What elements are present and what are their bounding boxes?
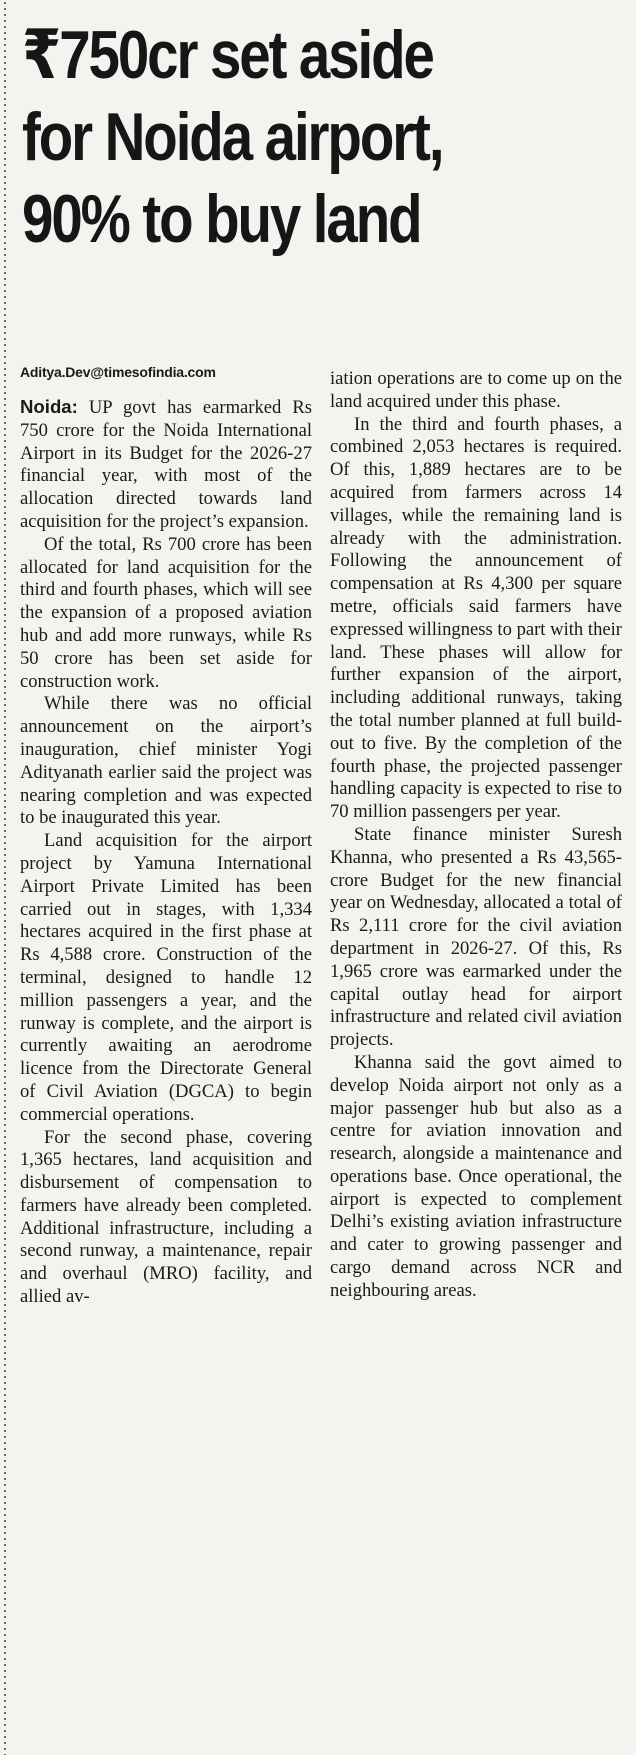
paragraph: For the second phase, covering 1,365 hectares, land acquisition and disbursement of compensation to farmers have already been completed. Additional infrastructure, including a second runway, a maintenance, repair and overhaul (MRO) facility, and allied av- xyxy=(20,1126,312,1308)
headline xyxy=(22,14,520,260)
paragraph: Land acquisition for the airport project by Yamuna International Airport Private Limited has been carried out in stages, with 1,334 hectares acquired in the first phase at Rs 4,588 crore. Construction of the terminal, designed to handle 12 million passengers a year, and the runway is complete, and the airport is currently awaiting an aerodrome licence from the Directorate General of Civil Aviation (DGCA) to begin commercial operations. xyxy=(20,830,312,1125)
paragraph: Of the total, Rs 700 crore has been allocated for land acquisition for the third and fourth phases, which will see the expansion of a proposed aviation hub and add more runways, while Rs 50 crore has been set aside for construction work. xyxy=(20,533,312,692)
paragraph: State finance minister Suresh Khanna, who presented a Rs 43,565-crore Budget for the new financial year on Wednesday, allocated a total of Rs 2,111 crore for the civil aviation department in 2026-27. Of this, Rs 1,965 crore was earmarked under the capital outlay head for airport infrastructure and related civil aviation projects. xyxy=(330,823,622,1051)
article-column-left xyxy=(20,362,312,1309)
paragraph: In the third and fourth phases, a combined 2,053 hectares is required. Of this, 1,889 hectares are to be acquired from farmers across 14 villages, while the remaining land is already with the administration. Following the announcement of compensation at Rs 4,300 per square metre, officials said farmers have expressed willingness to part with their land. These phases will allow for further expansion of the airport, including additional runways, taking the total number planned at full build-out to five. By the completion of the fourth phase, the projected passenger handling capacity is expected to rise to 70 million passengers per year. xyxy=(330,413,622,823)
paragraph: Khanna said the govt aimed to develop Noida airport not only as a major passenger hub but also as a centre for aviation innovation and research, alongside a maintenance and operations base. Once operational, the airport is expected to complement Delhi’s existing aviation infrastructure and cater to growing passenger and cargo demand across NCR and neighbouring areas. xyxy=(330,1051,622,1301)
lead-text: UP govt has earmarked Rs 750 crore for the Noida International Airport in its Budget for the 2026-27 financial year, with most of the allocation directed towards land acquisition for the project’s expansion. xyxy=(20,397,312,532)
article-column-right xyxy=(330,368,622,1303)
paragraph-lead xyxy=(20,396,312,534)
dotted-column-rule xyxy=(4,0,6,1755)
headline-line-1: ₹750cr set aside xyxy=(22,17,433,93)
headline-line-2: for Noida airport, xyxy=(22,99,443,175)
headline-line-3: 90% to buy land xyxy=(22,181,421,257)
paragraph: While there was no official announcement on the airport’s inauguration, chief minister Yogi Adityanath earlier said the project was nearing completion and was expected to be inaugurated this year. xyxy=(20,693,312,829)
dateline: Noida: xyxy=(20,396,78,417)
byline-email: Aditya.Dev@timesofindia.com xyxy=(20,364,216,380)
paragraph-continuation: iation operations are to come up on the land acquired under this phase. xyxy=(330,368,622,412)
